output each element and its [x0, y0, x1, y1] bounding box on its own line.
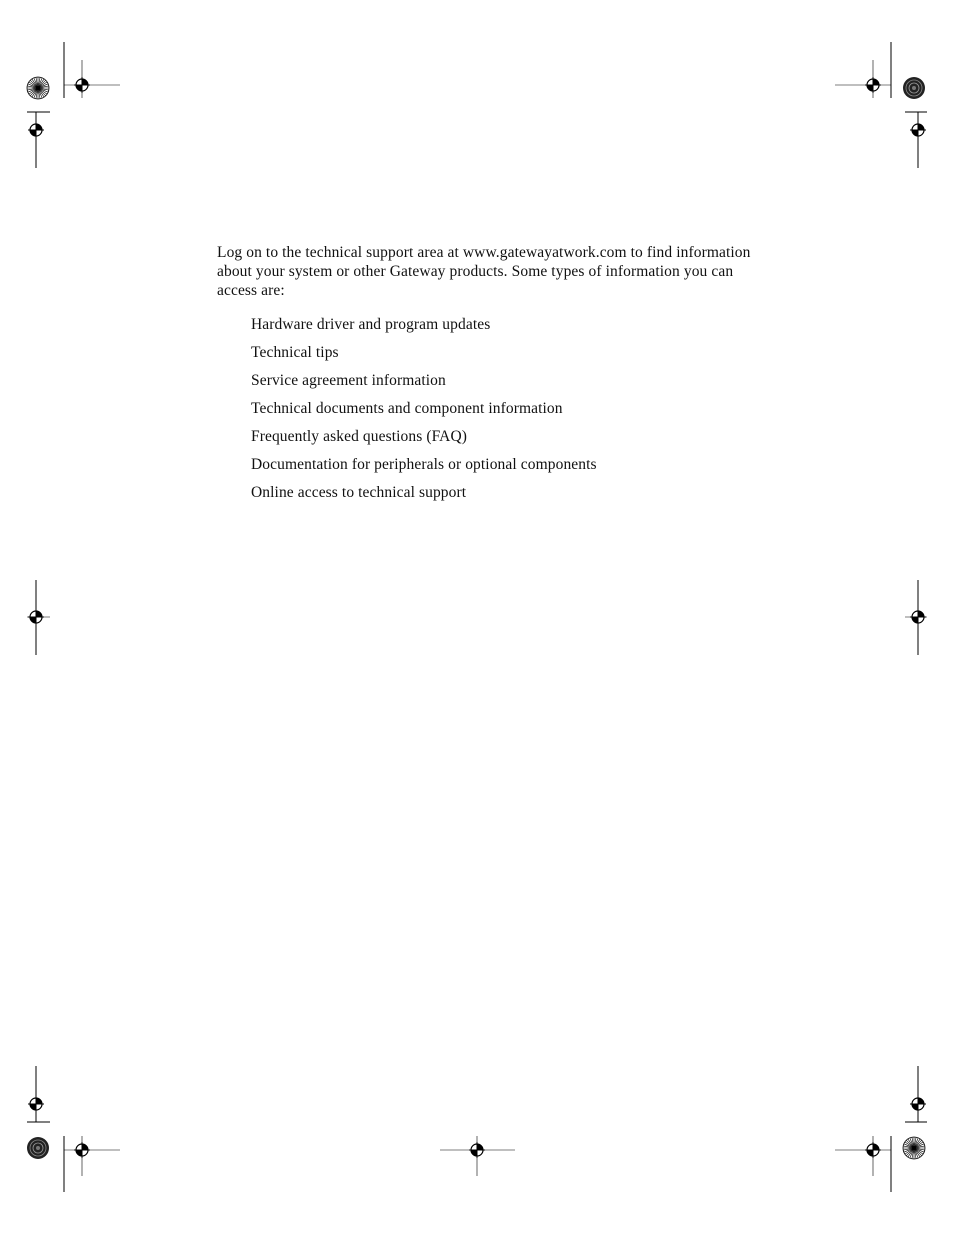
list-item: Online access to technical support: [251, 484, 467, 501]
document-body: [217, 243, 777, 507]
side-mark-left: [27, 580, 50, 655]
registration-mark-icon: [910, 122, 926, 138]
corner-mark-top-left: [27, 42, 120, 168]
registration-mark-icon: [910, 609, 926, 625]
registration-mark-icon: [74, 1142, 90, 1158]
side-mark-right: [905, 580, 927, 655]
list-item: Documentation for peripherals or optional components: [251, 456, 597, 473]
list-item: Frequently asked questions (FAQ): [251, 428, 468, 445]
starburst-icon: [27, 77, 49, 99]
registration-mark-icon: [865, 1142, 881, 1158]
intro-paragraph: Log on to the technical support area at www.gatewayatwork.com to find information about your system or other Gateway products. Some types of information you can access are:: [217, 244, 751, 299]
info-types-list: [217, 311, 777, 507]
list-item: Technical tips: [251, 344, 339, 361]
corner-mark-bottom-left: [27, 1066, 120, 1192]
registration-mark-icon: [865, 77, 881, 93]
starburst-icon: [903, 77, 925, 99]
starburst-icon: [903, 1137, 925, 1159]
corner-mark-top-right: [835, 42, 927, 168]
bottom-center-mark: [440, 1136, 515, 1176]
starburst-icon: [27, 1137, 49, 1159]
registration-mark-icon: [28, 1096, 44, 1112]
list-item: Technical documents and component information: [251, 400, 563, 417]
list-item: Hardware driver and program updates: [251, 316, 491, 333]
registration-mark-icon: [28, 122, 44, 138]
registration-mark-icon: [469, 1142, 485, 1158]
registration-mark-icon: [910, 1096, 926, 1112]
list-item: Service agreement information: [251, 372, 446, 389]
registration-mark-icon: [28, 609, 44, 625]
corner-mark-bottom-right: [835, 1066, 927, 1192]
registration-mark-icon: [74, 77, 90, 93]
